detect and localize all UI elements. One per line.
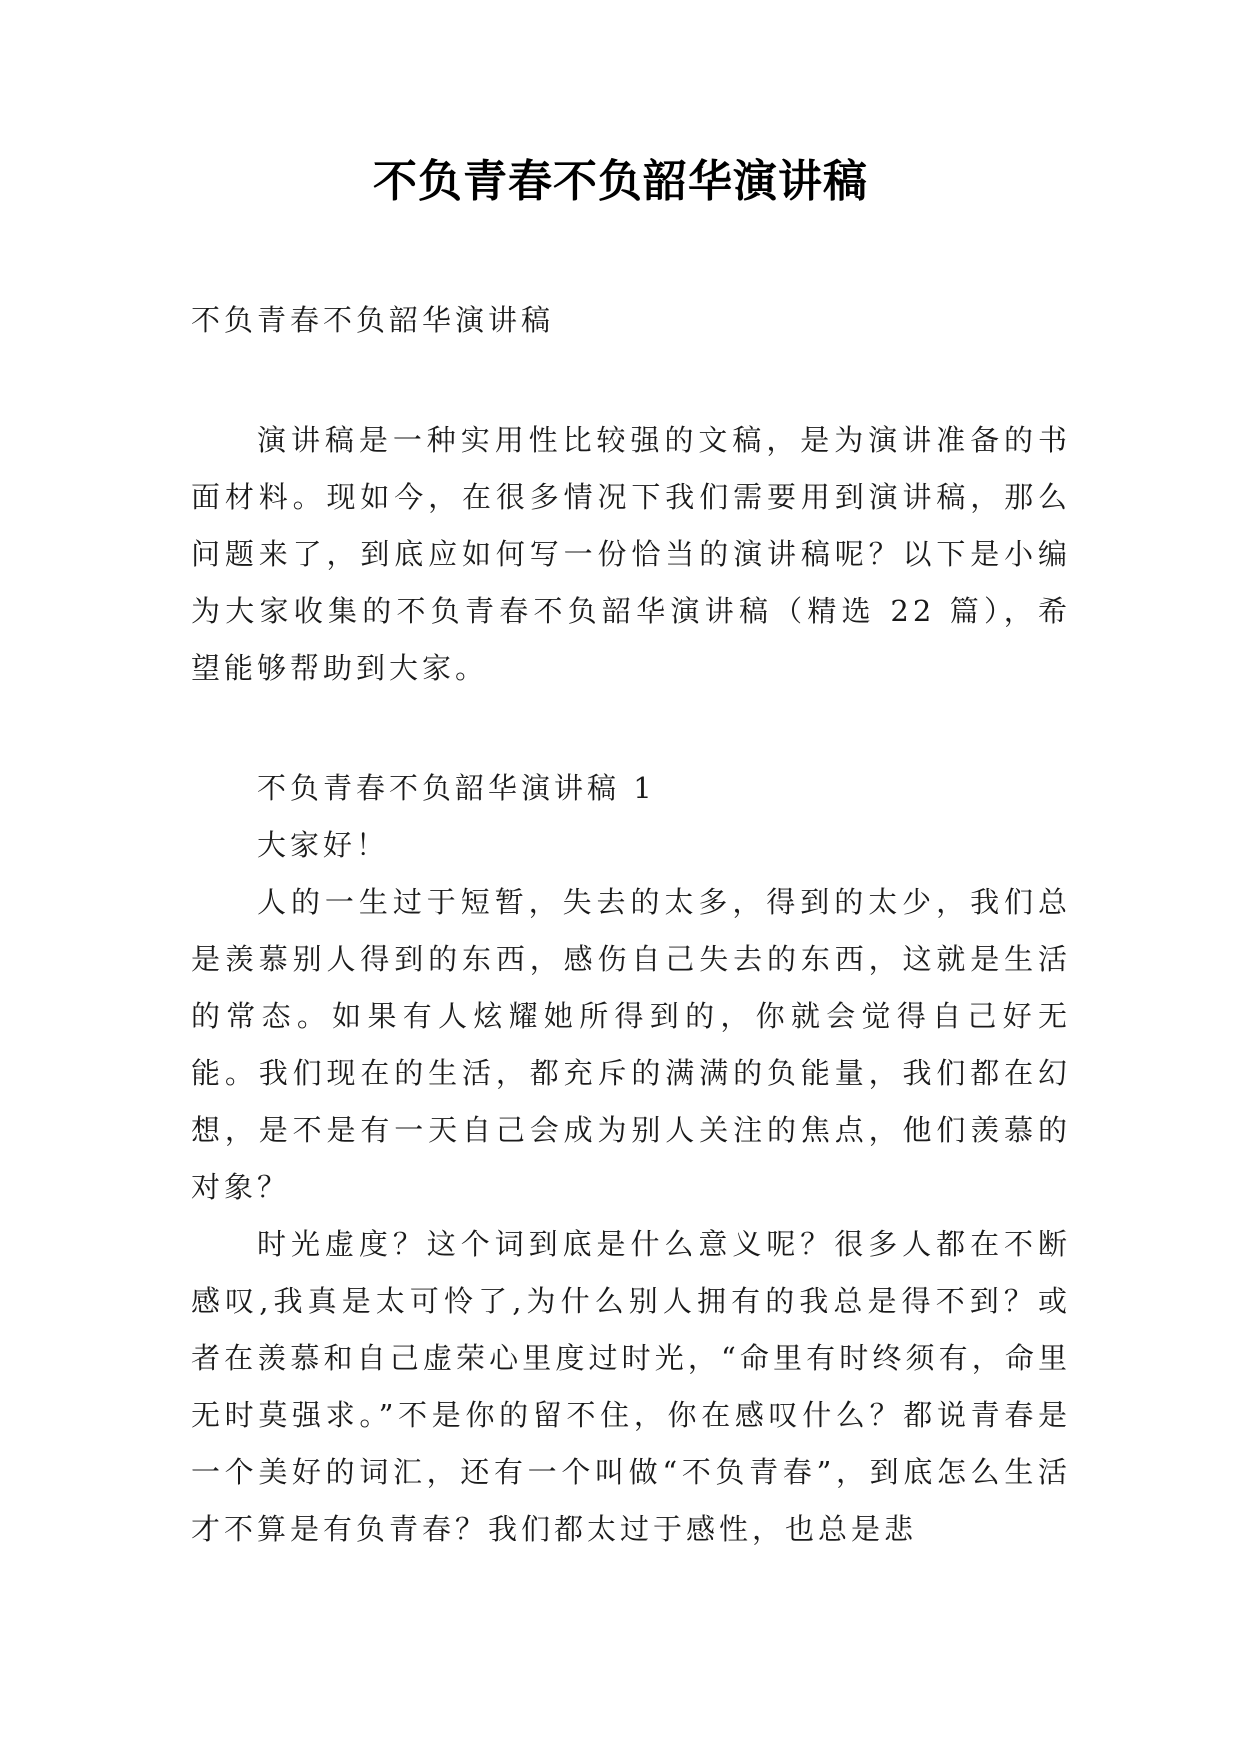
- body-paragraph-1: 人的一生过于短暂，失去的太多，得到的太少，我们总是羡慕别人得到的东西，感伤自己失去的东西，这就是生活的常态。如果有人炫耀她所得到的，你就会觉得自己好无能。我们现在的生活，都充斥的满满的负能量，我们都在幻想，是不是有一天自己会成为别人关注的焦点，他们羡慕的对象？: [191, 885, 1071, 1204]
- section-heading: 不负青春不负韶华演讲稿 1: [257, 771, 656, 805]
- document-title: 不负青春不负韶华演讲稿: [373, 156, 868, 207]
- document-subtitle: 不负青春不负韶华演讲稿: [191, 303, 555, 337]
- body-paragraph-2: 时光虚度？这个词到底是什么意义呢？很多人都在不断感叹,我真是太可怜了,为什么别人拥有的我总是得不到？或者在羡慕和自己虚荣心里度过时光，“命里有时终须有，命里无时莫强求。”不是你的留不住，你在感叹什么？都说青春是一个美好的词汇，还有一个叫做“不负青春”，到底怎么生活才不算是有负青春？我们都太过于感性，也总是悲: [191, 1227, 1071, 1546]
- intro-paragraph: 演讲稿是一种实用性比较强的文稿，是为演讲准备的书面材料。现如今，在很多情况下我们需要用到演讲稿，那么问题来了，到底应如何写一份恰当的演讲稿呢？以下是小编为大家收集的不负青春不负韶华演讲稿（精选 22 篇），希望能够帮助到大家。: [191, 423, 1071, 685]
- greeting: 大家好！: [257, 828, 390, 862]
- document-body: [191, 292, 1071, 1558]
